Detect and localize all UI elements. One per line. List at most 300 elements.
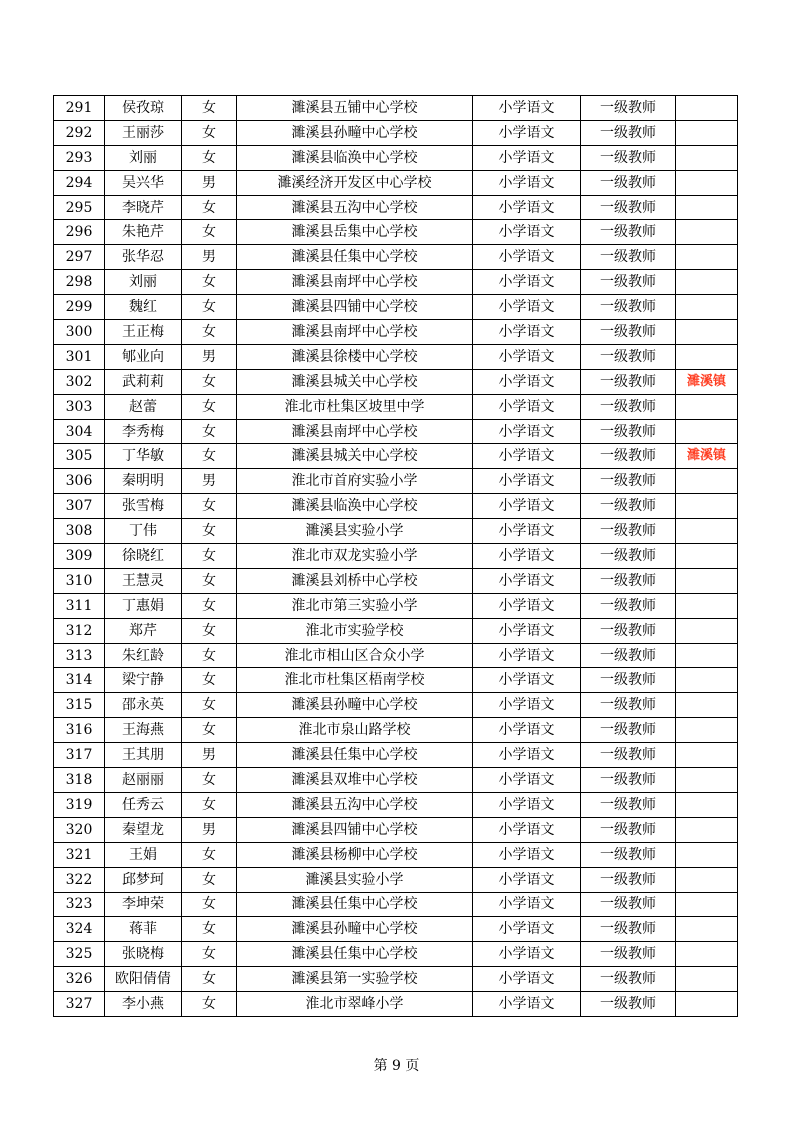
school-cell: 濉溪县岳集中心学校 <box>237 220 473 245</box>
name-cell: 王其朋 <box>105 743 182 768</box>
title-cell: 一级教师 <box>581 668 676 693</box>
name-cell: 徐晓红 <box>105 544 182 569</box>
school-cell: 濉溪县孙疃中心学校 <box>237 917 473 942</box>
serial-number-cell: 292 <box>54 120 105 145</box>
name-cell: 赵丽丽 <box>105 768 182 793</box>
table-row <box>54 568 738 593</box>
name-cell: 赵蕾 <box>105 394 182 419</box>
school-cell: 濉溪县任集中心学校 <box>237 942 473 967</box>
subject-cell: 小学语文 <box>473 369 581 394</box>
table-row <box>54 469 738 494</box>
name-cell: 李坤荣 <box>105 892 182 917</box>
subject-cell: 小学语文 <box>473 842 581 867</box>
table-row <box>54 768 738 793</box>
subject-cell: 小学语文 <box>473 344 581 369</box>
serial-number-cell: 324 <box>54 917 105 942</box>
subject-cell: 小学语文 <box>473 519 581 544</box>
table-row <box>54 668 738 693</box>
gender-cell: 女 <box>182 444 237 469</box>
title-cell: 一级教师 <box>581 519 676 544</box>
table-row <box>54 369 738 394</box>
note-cell <box>676 668 738 693</box>
title-cell: 一级教师 <box>581 469 676 494</box>
title-cell: 一级教师 <box>581 568 676 593</box>
school-cell: 濉溪县任集中心学校 <box>237 892 473 917</box>
serial-number-cell: 308 <box>54 519 105 544</box>
note-cell: 濉溪镇 <box>676 369 738 394</box>
name-cell: 魏红 <box>105 295 182 320</box>
gender-cell: 女 <box>182 494 237 519</box>
name-cell: 朱红龄 <box>105 643 182 668</box>
subject-cell: 小学语文 <box>473 917 581 942</box>
name-cell: 丁惠娟 <box>105 593 182 618</box>
name-cell: 李晓芹 <box>105 195 182 220</box>
table-row <box>54 220 738 245</box>
name-cell: 刘丽 <box>105 270 182 295</box>
name-cell: 蒋菲 <box>105 917 182 942</box>
gender-cell: 女 <box>182 842 237 867</box>
serial-number-cell: 316 <box>54 718 105 743</box>
note-cell <box>676 245 738 270</box>
serial-number-cell: 307 <box>54 494 105 519</box>
subject-cell: 小学语文 <box>473 419 581 444</box>
subject-cell: 小学语文 <box>473 444 581 469</box>
school-cell: 濉溪县双堆中心学校 <box>237 768 473 793</box>
school-cell: 淮北市首府实验小学 <box>237 469 473 494</box>
title-cell: 一级教师 <box>581 867 676 892</box>
serial-number-cell: 299 <box>54 295 105 320</box>
serial-number-cell: 311 <box>54 593 105 618</box>
name-cell: 郑芹 <box>105 618 182 643</box>
note-cell <box>676 120 738 145</box>
gender-cell: 男 <box>182 344 237 369</box>
school-cell: 濉溪县城关中心学校 <box>237 369 473 394</box>
subject-cell: 小学语文 <box>473 743 581 768</box>
subject-cell: 小学语文 <box>473 693 581 718</box>
title-cell: 一级教师 <box>581 195 676 220</box>
gender-cell: 女 <box>182 867 237 892</box>
school-cell: 濉溪县四铺中心学校 <box>237 295 473 320</box>
school-cell: 濉溪县孙疃中心学校 <box>237 693 473 718</box>
subject-cell: 小学语文 <box>473 768 581 793</box>
subject-cell: 小学语文 <box>473 394 581 419</box>
subject-cell: 小学语文 <box>473 618 581 643</box>
serial-number-cell: 327 <box>54 992 105 1017</box>
title-cell: 一级教师 <box>581 444 676 469</box>
school-cell: 濉溪县南坪中心学校 <box>237 419 473 444</box>
name-cell: 邵永英 <box>105 693 182 718</box>
subject-cell: 小学语文 <box>473 568 581 593</box>
title-cell: 一级教师 <box>581 593 676 618</box>
title-cell: 一级教师 <box>581 842 676 867</box>
gender-cell: 女 <box>182 917 237 942</box>
subject-cell: 小学语文 <box>473 320 581 345</box>
gender-cell: 女 <box>182 693 237 718</box>
name-cell: 王慧灵 <box>105 568 182 593</box>
name-cell: 张雪梅 <box>105 494 182 519</box>
serial-number-cell: 294 <box>54 170 105 195</box>
note-cell <box>676 618 738 643</box>
table-row <box>54 195 738 220</box>
name-cell: 王海燕 <box>105 718 182 743</box>
title-cell: 一级教师 <box>581 320 676 345</box>
page-number: 第 9 页 <box>373 1058 420 1074</box>
serial-number-cell: 319 <box>54 792 105 817</box>
name-cell: 朱艳芹 <box>105 220 182 245</box>
serial-number-cell: 305 <box>54 444 105 469</box>
gender-cell: 女 <box>182 942 237 967</box>
title-cell: 一级教师 <box>581 618 676 643</box>
serial-number-cell: 320 <box>54 817 105 842</box>
name-cell: 张华忍 <box>105 245 182 270</box>
name-cell: 梁宁静 <box>105 668 182 693</box>
gender-cell: 女 <box>182 992 237 1017</box>
gender-cell: 女 <box>182 220 237 245</box>
school-cell: 濉溪县四铺中心学校 <box>237 817 473 842</box>
title-cell: 一级教师 <box>581 768 676 793</box>
gender-cell: 女 <box>182 967 237 992</box>
school-cell: 淮北市第三实验小学 <box>237 593 473 618</box>
title-cell: 一级教师 <box>581 792 676 817</box>
title-cell: 一级教师 <box>581 270 676 295</box>
table-row <box>54 344 738 369</box>
note-cell <box>676 320 738 345</box>
table-row <box>54 618 738 643</box>
note-cell <box>676 494 738 519</box>
serial-number-cell: 300 <box>54 320 105 345</box>
serial-number-cell: 312 <box>54 618 105 643</box>
note-cell <box>676 817 738 842</box>
subject-cell: 小学语文 <box>473 469 581 494</box>
subject-cell: 小学语文 <box>473 295 581 320</box>
school-cell: 淮北市翠峰小学 <box>237 992 473 1017</box>
school-cell: 淮北市相山区合众小学 <box>237 643 473 668</box>
subject-cell: 小学语文 <box>473 96 581 121</box>
name-cell: 王娟 <box>105 842 182 867</box>
title-cell: 一级教师 <box>581 967 676 992</box>
name-cell: 张晓梅 <box>105 942 182 967</box>
school-cell: 淮北市双龙实验小学 <box>237 544 473 569</box>
gender-cell: 女 <box>182 195 237 220</box>
gender-cell: 女 <box>182 519 237 544</box>
subject-cell: 小学语文 <box>473 220 581 245</box>
table-row <box>54 992 738 1017</box>
serial-number-cell: 309 <box>54 544 105 569</box>
note-cell <box>676 145 738 170</box>
note-cell <box>676 768 738 793</box>
serial-number-cell: 296 <box>54 220 105 245</box>
school-cell: 淮北市实验学校 <box>237 618 473 643</box>
subject-cell: 小学语文 <box>473 544 581 569</box>
subject-cell: 小学语文 <box>473 643 581 668</box>
gender-cell: 男 <box>182 469 237 494</box>
subject-cell: 小学语文 <box>473 668 581 693</box>
school-cell: 濉溪县实验小学 <box>237 867 473 892</box>
subject-cell: 小学语文 <box>473 867 581 892</box>
table-row <box>54 145 738 170</box>
school-cell: 淮北市杜集区梧南学校 <box>237 668 473 693</box>
name-cell: 王正梅 <box>105 320 182 345</box>
note-cell <box>676 170 738 195</box>
teacher-list-table <box>53 95 738 1017</box>
school-cell: 濉溪县城关中心学校 <box>237 444 473 469</box>
title-cell: 一级教师 <box>581 170 676 195</box>
school-cell: 濉溪县南坪中心学校 <box>237 270 473 295</box>
gender-cell: 女 <box>182 96 237 121</box>
serial-number-cell: 301 <box>54 344 105 369</box>
name-cell: 秦望龙 <box>105 817 182 842</box>
serial-number-cell: 291 <box>54 96 105 121</box>
title-cell: 一级教师 <box>581 295 676 320</box>
serial-number-cell: 314 <box>54 668 105 693</box>
title-cell: 一级教师 <box>581 743 676 768</box>
serial-number-cell: 298 <box>54 270 105 295</box>
table-row <box>54 842 738 867</box>
serial-number-cell: 322 <box>54 867 105 892</box>
school-cell: 濉溪县任集中心学校 <box>237 245 473 270</box>
gender-cell: 女 <box>182 668 237 693</box>
name-cell: 李秀梅 <box>105 419 182 444</box>
name-cell: 武莉莉 <box>105 369 182 394</box>
serial-number-cell: 318 <box>54 768 105 793</box>
subject-cell: 小学语文 <box>473 195 581 220</box>
table-row <box>54 494 738 519</box>
note-cell <box>676 419 738 444</box>
note-cell <box>676 718 738 743</box>
note-cell <box>676 544 738 569</box>
teacher-list-table-container <box>53 95 737 1017</box>
name-cell: 任秀云 <box>105 792 182 817</box>
school-cell: 濉溪县临涣中心学校 <box>237 145 473 170</box>
subject-cell: 小学语文 <box>473 817 581 842</box>
title-cell: 一级教师 <box>581 394 676 419</box>
serial-number-cell: 317 <box>54 743 105 768</box>
name-cell: 吴兴华 <box>105 170 182 195</box>
table-row <box>54 419 738 444</box>
gender-cell: 女 <box>182 618 237 643</box>
serial-number-cell: 306 <box>54 469 105 494</box>
subject-cell: 小学语文 <box>473 170 581 195</box>
school-cell: 濉溪县杨柳中心学校 <box>237 842 473 867</box>
note-cell <box>676 643 738 668</box>
name-cell: 欧阳倩倩 <box>105 967 182 992</box>
title-cell: 一级教师 <box>581 220 676 245</box>
note-cell <box>676 344 738 369</box>
table-row <box>54 867 738 892</box>
school-cell: 濉溪县徐楼中心学校 <box>237 344 473 369</box>
note-cell <box>676 967 738 992</box>
table-row <box>54 743 738 768</box>
title-cell: 一级教师 <box>581 369 676 394</box>
subject-cell: 小学语文 <box>473 245 581 270</box>
serial-number-cell: 310 <box>54 568 105 593</box>
gender-cell: 女 <box>182 643 237 668</box>
note-cell <box>676 743 738 768</box>
gender-cell: 女 <box>182 120 237 145</box>
note-cell <box>676 693 738 718</box>
gender-cell: 男 <box>182 817 237 842</box>
gender-cell: 女 <box>182 568 237 593</box>
name-cell: 王丽莎 <box>105 120 182 145</box>
table-row <box>54 967 738 992</box>
subject-cell: 小学语文 <box>473 967 581 992</box>
table-row <box>54 942 738 967</box>
note-cell <box>676 96 738 121</box>
subject-cell: 小学语文 <box>473 145 581 170</box>
table-row <box>54 519 738 544</box>
note-cell <box>676 992 738 1017</box>
subject-cell: 小学语文 <box>473 942 581 967</box>
table-row <box>54 718 738 743</box>
table-row <box>54 96 738 121</box>
table-row <box>54 170 738 195</box>
table-row <box>54 643 738 668</box>
serial-number-cell: 295 <box>54 195 105 220</box>
subject-cell: 小学语文 <box>473 892 581 917</box>
school-cell: 濉溪经济开发区中心学校 <box>237 170 473 195</box>
serial-number-cell: 321 <box>54 842 105 867</box>
title-cell: 一级教师 <box>581 544 676 569</box>
name-cell: 侯孜琼 <box>105 96 182 121</box>
note-cell <box>676 295 738 320</box>
table-row <box>54 544 738 569</box>
note-cell <box>676 593 738 618</box>
school-cell: 濉溪县任集中心学校 <box>237 743 473 768</box>
serial-number-cell: 304 <box>54 419 105 444</box>
name-cell: 郇业向 <box>105 344 182 369</box>
subject-cell: 小学语文 <box>473 593 581 618</box>
subject-cell: 小学语文 <box>473 270 581 295</box>
table-row <box>54 245 738 270</box>
table-row <box>54 394 738 419</box>
title-cell: 一级教师 <box>581 892 676 917</box>
gender-cell: 女 <box>182 419 237 444</box>
title-cell: 一级教师 <box>581 643 676 668</box>
serial-number-cell: 323 <box>54 892 105 917</box>
table-row <box>54 270 738 295</box>
table-row <box>54 892 738 917</box>
gender-cell: 男 <box>182 245 237 270</box>
subject-cell: 小学语文 <box>473 120 581 145</box>
note-cell <box>676 270 738 295</box>
note-cell <box>676 867 738 892</box>
gender-cell: 女 <box>182 145 237 170</box>
school-cell: 濉溪县孙疃中心学校 <box>237 120 473 145</box>
name-cell: 李小燕 <box>105 992 182 1017</box>
title-cell: 一级教师 <box>581 693 676 718</box>
subject-cell: 小学语文 <box>473 992 581 1017</box>
school-cell: 濉溪县实验小学 <box>237 519 473 544</box>
subject-cell: 小学语文 <box>473 718 581 743</box>
gender-cell: 女 <box>182 792 237 817</box>
name-cell: 丁华敏 <box>105 444 182 469</box>
subject-cell: 小学语文 <box>473 792 581 817</box>
title-cell: 一级教师 <box>581 817 676 842</box>
school-cell: 濉溪县五铺中心学校 <box>237 96 473 121</box>
table-row <box>54 295 738 320</box>
note-cell <box>676 469 738 494</box>
note-cell <box>676 394 738 419</box>
name-cell: 刘丽 <box>105 145 182 170</box>
school-cell: 濉溪县刘桥中心学校 <box>237 568 473 593</box>
gender-cell: 女 <box>182 320 237 345</box>
note-cell <box>676 519 738 544</box>
note-cell <box>676 842 738 867</box>
table-row <box>54 917 738 942</box>
note-cell <box>676 792 738 817</box>
gender-cell: 女 <box>182 544 237 569</box>
gender-cell: 女 <box>182 892 237 917</box>
note-cell <box>676 220 738 245</box>
gender-cell: 女 <box>182 718 237 743</box>
title-cell: 一级教师 <box>581 942 676 967</box>
serial-number-cell: 325 <box>54 942 105 967</box>
serial-number-cell: 297 <box>54 245 105 270</box>
title-cell: 一级教师 <box>581 992 676 1017</box>
name-cell: 秦明明 <box>105 469 182 494</box>
note-cell: 濉溪镇 <box>676 444 738 469</box>
school-cell: 濉溪县南坪中心学校 <box>237 320 473 345</box>
serial-number-cell: 293 <box>54 145 105 170</box>
school-cell: 濉溪县临涣中心学校 <box>237 494 473 519</box>
school-cell: 濉溪县第一实验学校 <box>237 967 473 992</box>
school-cell: 濉溪县五沟中心学校 <box>237 792 473 817</box>
title-cell: 一级教师 <box>581 120 676 145</box>
title-cell: 一级教师 <box>581 419 676 444</box>
gender-cell: 男 <box>182 743 237 768</box>
note-cell <box>676 917 738 942</box>
school-cell: 淮北市泉山路学校 <box>237 718 473 743</box>
title-cell: 一级教师 <box>581 145 676 170</box>
table-row <box>54 817 738 842</box>
school-cell: 淮北市杜集区坡里中学 <box>237 394 473 419</box>
gender-cell: 女 <box>182 394 237 419</box>
school-cell: 濉溪县五沟中心学校 <box>237 195 473 220</box>
gender-cell: 女 <box>182 768 237 793</box>
table-row <box>54 320 738 345</box>
table-row <box>54 792 738 817</box>
gender-cell: 女 <box>182 295 237 320</box>
gender-cell: 女 <box>182 270 237 295</box>
table-row <box>54 593 738 618</box>
serial-number-cell: 326 <box>54 967 105 992</box>
serial-number-cell: 313 <box>54 643 105 668</box>
table-body <box>54 96 738 1017</box>
title-cell: 一级教师 <box>581 718 676 743</box>
table-row <box>54 120 738 145</box>
title-cell: 一级教师 <box>581 494 676 519</box>
table-row <box>54 693 738 718</box>
title-cell: 一级教师 <box>581 344 676 369</box>
name-cell: 邱梦珂 <box>105 867 182 892</box>
name-cell: 丁伟 <box>105 519 182 544</box>
gender-cell: 女 <box>182 369 237 394</box>
table-row <box>54 444 738 469</box>
title-cell: 一级教师 <box>581 245 676 270</box>
serial-number-cell: 303 <box>54 394 105 419</box>
note-cell <box>676 568 738 593</box>
gender-cell: 女 <box>182 593 237 618</box>
note-cell <box>676 892 738 917</box>
serial-number-cell: 302 <box>54 369 105 394</box>
title-cell: 一级教师 <box>581 917 676 942</box>
gender-cell: 男 <box>182 170 237 195</box>
title-cell: 一级教师 <box>581 96 676 121</box>
note-cell <box>676 195 738 220</box>
serial-number-cell: 315 <box>54 693 105 718</box>
subject-cell: 小学语文 <box>473 494 581 519</box>
note-cell <box>676 942 738 967</box>
